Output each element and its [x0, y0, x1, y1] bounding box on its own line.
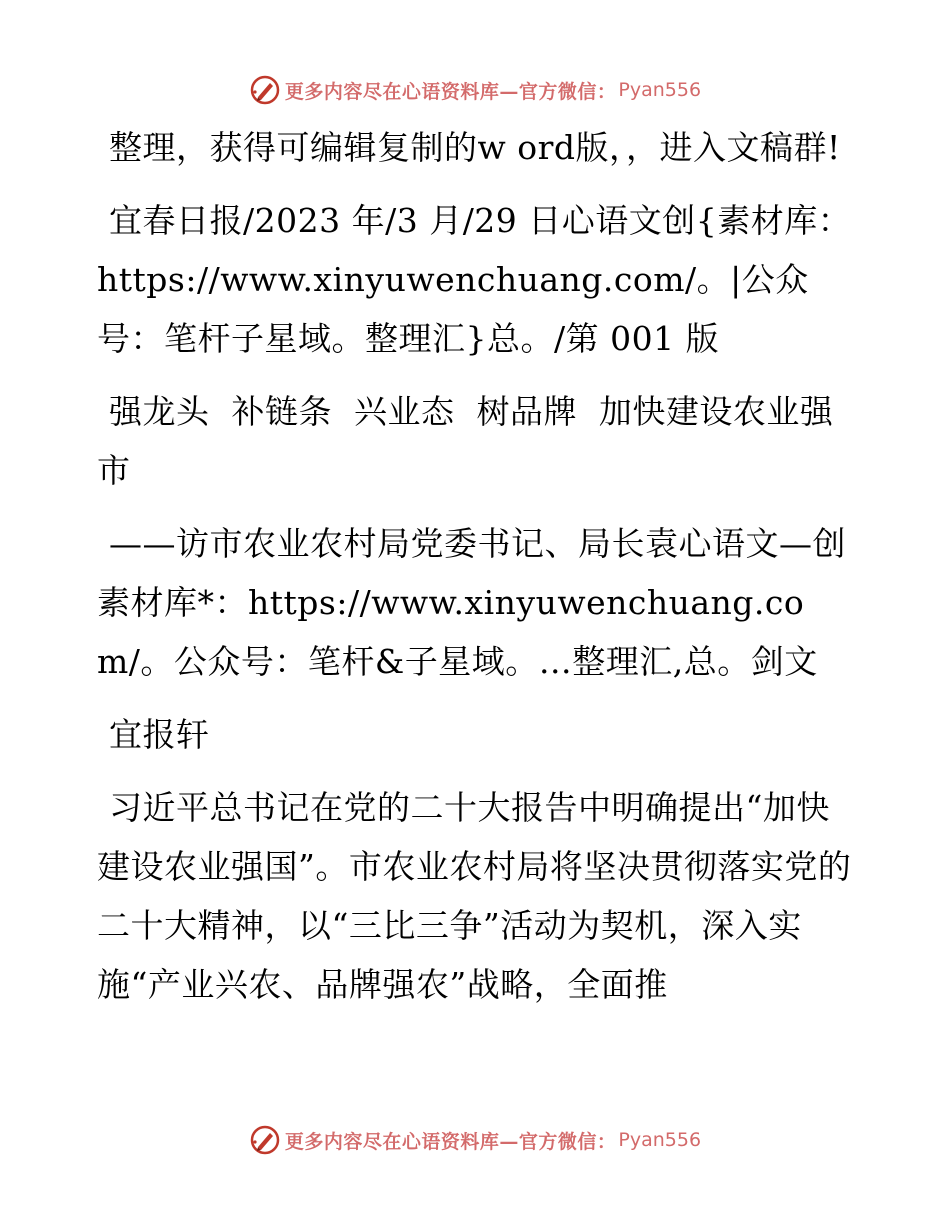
paragraph-subtitle: ——访市农业农村局党委书记、局长袁心语文—创素材库*：https://www.xinyuwenchuang.com/。公众号：笔杆&子星域。…整理汇,总。剑文 — [97, 524, 846, 681]
document-body — [97, 118, 857, 1028]
pen-logo-icon — [249, 1124, 281, 1156]
paragraph: 宜春日报/2023 年/3 月/29 日心语文创{素材库：https://www.xinyuwenchuang.com/。|公众号：笔杆子星域。整理汇}总。/第 001 版 — [97, 201, 852, 358]
paragraph-byline: 宜报轩 — [109, 715, 210, 754]
header-contact: Pyan556 — [618, 79, 702, 101]
footer-banner — [0, 1120, 950, 1160]
paragraph: 习近平总书记在党的二十大报告中明确提出“加快建设农业强国”。市农业农村局将坚决贯彻落实党的二十大精神，以“三比三争”活动为契机，深入实施“产业兴农、品牌强农”战略，全面推 — [97, 788, 852, 1004]
paragraph-headline: 强龙头 补链条 兴业态 树品牌 加快建设农业强市 — [97, 392, 834, 490]
header-slogan: 更多内容尽在心语资料库—官方微信： — [284, 80, 617, 103]
paragraph: 整理，获得可编辑复制的w ord版，，进入文稿群! — [109, 128, 841, 167]
footer-slogan: 更多内容尽在心语资料库—官方微信： — [284, 1130, 617, 1153]
header-banner — [0, 70, 950, 110]
pen-logo-icon — [249, 74, 281, 106]
footer-contact: Pyan556 — [618, 1129, 702, 1151]
